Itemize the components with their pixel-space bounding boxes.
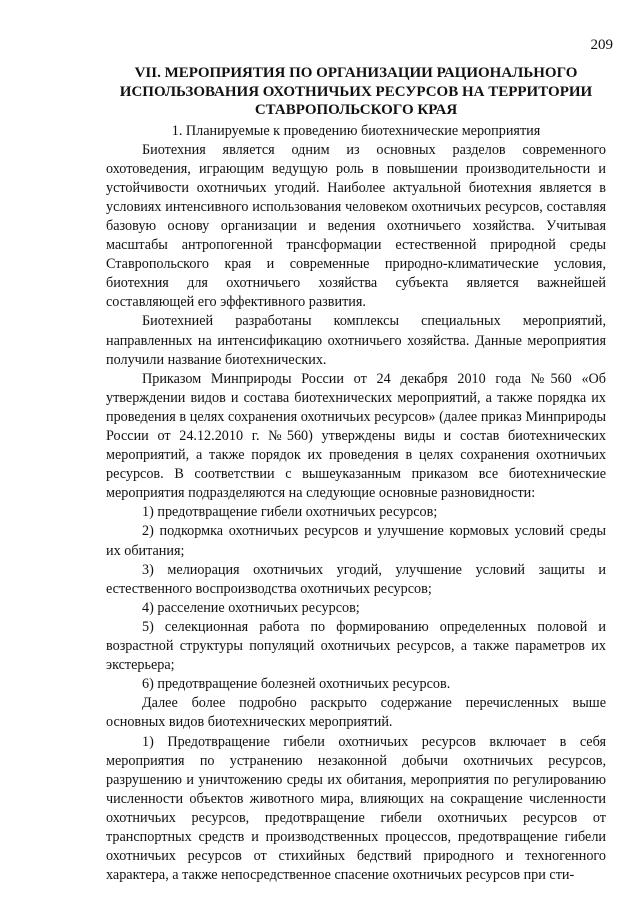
paragraph-detailed-description: Далее более подробно раскрыто содержание перечисленных выше основных видов биотехнических мероприятий. xyxy=(106,695,606,731)
section-title xyxy=(106,64,606,120)
list-item: 3) мелиорация охотничьих угодий, улучшение условий защиты и естественного воспроизводства охотничьих ресурсов; xyxy=(106,561,606,597)
section-title-line-2: ИСПОЛЬЗОВАНИЯ ОХОТНИЧЬИХ РЕСУРСОВ НА ТЕРРИТОРИИ xyxy=(119,83,593,100)
section-title-line-3: СТАВРОПОЛЬСКОГО КРАЯ xyxy=(254,102,458,118)
paragraph-biotechnics-measures: Биотехнией разработаны комплексы специальных мероприятий, направленных на интенсификацию охотничьего хозяйства. Данные мероприятия получили название биотехнических. xyxy=(106,313,606,368)
paragraph-ministry-order: Приказом Минприроды России от 24 декабря 2010 года №560 «Об утверждении видов и состава биотехнических мероприятий, а также порядка их проведения в целях сохранения охотничьих ресурсов» (далее приказ Минприроды России от 24.12.2010 г. №560) утверждены виды и состав биотехнических мероприятий, а также порядок их проведения в целях сохранения охотничьих ресурсов. В соответствии с вышеуказанным приказом все биотехнические мероприятия подразделяются на следующие основные разновидности: xyxy=(106,370,606,502)
list-item: 1) предотвращение гибели охотничьих ресурсов; xyxy=(142,504,438,521)
page-content xyxy=(106,64,606,885)
page-number: 209 xyxy=(590,37,613,53)
paragraph-prevention-of-death: 1) Предотвращение гибели охотничьих ресурсов включает в себя мероприятия по устранению незаконной добычи охотничьих ресурсов, разрушению и уничтожению среды их обитания, мероприятия по регулированию численности объектов животного мира, влияющих на сокращение численности охотничьих ресурсов, предотвращение гибели охотничьих ресурсов от транспортных средств и производственных процессов, предотвращение гибели охотничьих ресурсов от стихийных бедствий природного и техногенного характера, а также непосредственное спасение охотничьих ресурсов при сти- xyxy=(106,733,606,884)
list-item: 2) подкормка охотничьих ресурсов и улучшение кормовых условий среды их обитания; xyxy=(106,523,606,559)
list-item: 6) предотвращение болезней охотничьих ресурсов. xyxy=(142,676,451,693)
section-title-line-1: VII. МЕРОПРИЯТИЯ ПО ОРГАНИЗАЦИИ РАЦИОНАЛЬНОГО xyxy=(134,65,578,81)
subsection-title: 1. Планируемые к проведению биотехнические мероприятия xyxy=(171,122,541,139)
paragraph-biotechnics-intro: Биотехния является одним из основных разделов современного охотоведения, играющим ведущую роль в повышении производительности и устойчивости охотничьих угодий. Наиболее актуальной биотехния является в условиях интенсивного использования человеком охотничьих ресурсов, составляя базовую основу организации и ведения охотничьего хозяйства. Учитывая масштабы антропогенной трансформации естественной природной среды Ставропольского края и современные природно-климатические условия, биотехния для охотничьего хозяйства субъекта является важнейшей составляющей его эффективного развития. xyxy=(106,141,606,311)
list-item: 4) расселение охотничьих ресурсов; xyxy=(142,599,360,616)
list-item: 5) селекционная работа по формированию определенных половой и возрастной структуры популяций охотничьих ресурсов, а также параметров их экстерьера; xyxy=(106,618,606,674)
